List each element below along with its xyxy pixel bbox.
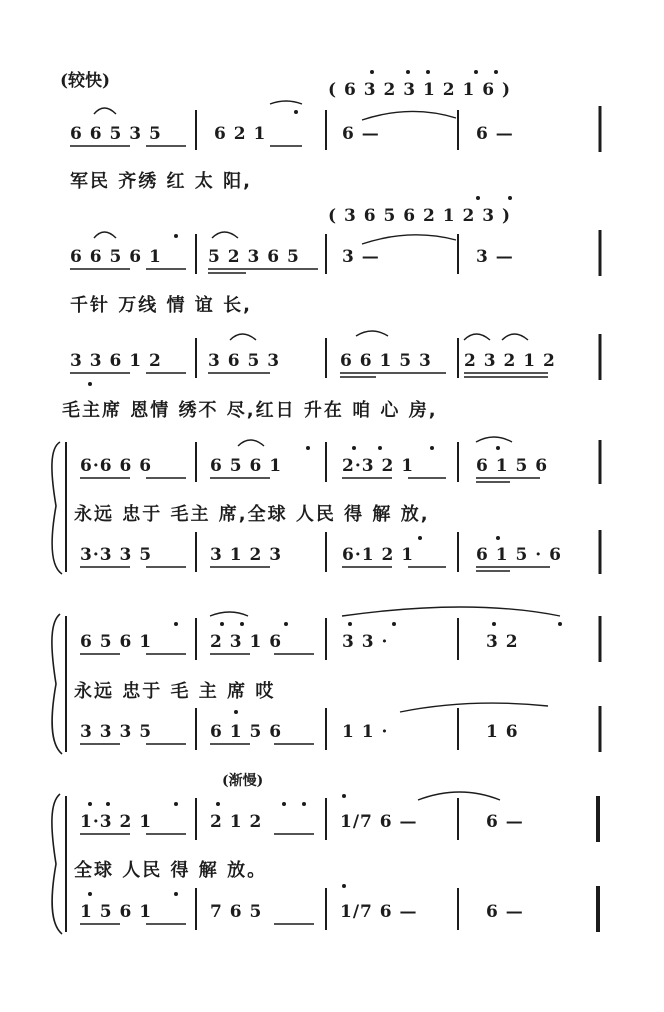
measure-4-3: 2·3 2 1	[342, 456, 415, 476]
measure-5-3: 3 3 ·	[342, 632, 389, 652]
measure-4-1: 6·6 6 6	[80, 456, 153, 476]
measure-2-4: 3 —	[476, 247, 514, 267]
lower-measure-6-4: 6 —	[486, 902, 524, 922]
lower-measure-5-1: 3 3 3 5	[80, 722, 153, 742]
lyric-line-4: 永远 忠于 毛主 席,全球 人民 得 解 放,	[74, 504, 430, 525]
measure-3-4: 2 3 2 1 2	[464, 351, 556, 371]
lower-measure-4-1: 3·3 3 5	[80, 545, 153, 565]
measure-3-1: 3 3 6 1 2	[70, 351, 162, 371]
lower-measure-4-2: 3 1 2 3	[210, 545, 283, 565]
measure-1-4: 6 —	[476, 124, 514, 144]
measure-2-3: 3 —	[342, 247, 380, 267]
measure-3-3: 6 6 1 5 3	[340, 351, 432, 371]
lower-measure-4-3: 6·1 2 1	[342, 545, 415, 565]
measure-5-1: 6 5 6 1	[80, 632, 153, 652]
lower-measure-5-2: 6 1 5 6	[210, 722, 283, 742]
lyric-line-1: 军民 齐绣 红 太 阳,	[70, 171, 252, 192]
lower-measure-5-4: 1 6	[486, 722, 519, 742]
measure-2-2: 5 2 3 6 5	[208, 247, 300, 267]
lyric-line-5: 永远 忠于 毛 主 席 哎	[74, 681, 276, 702]
lower-measure-6-3: 1/7 6 —	[340, 902, 418, 922]
measure-5-2: 2 3 1 6	[210, 632, 283, 652]
measure-6-2: 2 1 2	[210, 812, 263, 832]
lower-measure-5-3: 1 1 ·	[342, 722, 389, 742]
measure-2-1: 6 6 5 6 1	[70, 247, 162, 267]
measure-3-2: 3 6 5 3	[208, 351, 281, 371]
measure-6-4: 6 —	[486, 812, 524, 832]
lower-measure-6-1: 1 5 6 1	[80, 902, 153, 922]
measure-4-4: 6 1 5 6	[476, 456, 549, 476]
intro-phrase-1: ( 6 3 2 3 1 2 1 6 )	[328, 80, 511, 100]
measure-6-3: 1/7 6 —	[340, 812, 418, 832]
lyric-line-2: 千针 万线 情 谊 长,	[70, 295, 252, 316]
tempo-marking-slowing: (渐慢)	[222, 773, 264, 789]
measure-1-1: 6 6 5 3 5	[70, 124, 162, 144]
lyric-line-3: 毛主席 恩情 绣不 尽,红日 升在 咱 心 房,	[62, 400, 438, 421]
measure-4-2: 6 5 6 1	[210, 456, 283, 476]
measure-5-4: 3 2	[486, 632, 519, 652]
lower-measure-6-2: 7 6 5	[210, 902, 263, 922]
lyric-line-6: 全球 人民 得 解 放。	[74, 860, 268, 881]
measure-1-2: 6 2 1	[214, 124, 267, 144]
measure-1-3: 6 —	[342, 124, 380, 144]
tempo-marking: (较快)	[60, 71, 111, 91]
intro-phrase-2: ( 3 6 5 6 2 1 2 3 )	[328, 206, 511, 226]
lower-measure-4-4: 6 1 5 · 6	[476, 545, 562, 565]
measure-6-1: 1·3 2 1	[80, 812, 153, 832]
